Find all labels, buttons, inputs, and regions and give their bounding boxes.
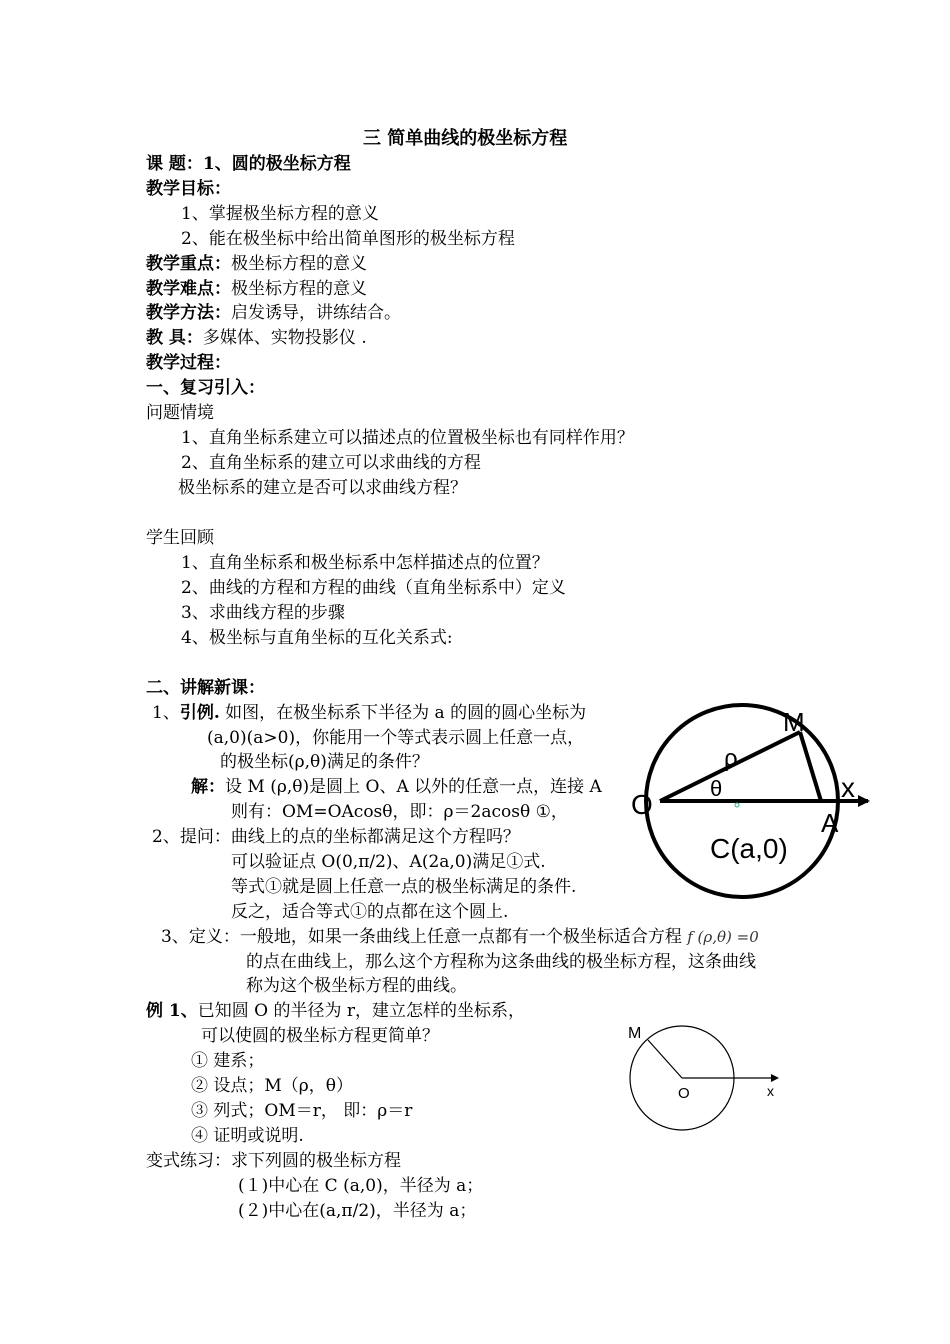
difficulty-value: 极坐标方程的意义 <box>231 279 367 299</box>
question2-line: 等式①就是圆上任意一点的极坐标满足的条件. <box>231 877 577 897</box>
definition-text: 的点在曲线上，那么这个方程称为这条曲线的极坐标方程，这条曲线 <box>246 952 756 972</box>
example1-text: 已知圆 O 的半径为 r，建立怎样的坐标系， <box>197 1001 526 1021</box>
section1-heading: 一、复习引入： <box>146 378 265 398</box>
axis-arrowhead <box>771 1074 779 1082</box>
example1-step: ① 建系； <box>191 1051 265 1071</box>
goal-item: 2、能在极坐标中给出简单图形的极坐标方程 <box>181 229 515 249</box>
question2-text: 2、提问：曲线上的点的坐标都满足这个方程吗？ <box>152 827 520 847</box>
radius-figure <box>624 1020 784 1135</box>
intro-num: 1、 <box>152 703 180 723</box>
intro-text: (a,0)(a>0)，你能用一个等式表示圆上任意一点， <box>207 728 585 748</box>
solution-label: 解： <box>191 777 225 797</box>
method-row <box>146 302 401 324</box>
label-o: O <box>631 789 653 820</box>
intro-text: 的极坐标(ρ,θ)满足的条件？ <box>220 752 429 772</box>
topic-label: 课 题： <box>146 154 203 174</box>
key-point-row <box>146 253 367 275</box>
label-rho: ρ <box>724 745 738 772</box>
example1-step: ④ 证明或说明. <box>191 1126 304 1146</box>
goals-label: 教学目标： <box>146 179 231 199</box>
variant-item: (２)中心在(a,π/2)，半径为 a； <box>238 1201 477 1221</box>
example1-label: 例 1、 <box>146 1001 198 1021</box>
variant-label: 变式练习：求下列圆的极坐标方程 <box>146 1151 401 1171</box>
page-title: 三 简单曲线的极坐标方程 <box>363 128 568 149</box>
circle-figure <box>628 698 873 938</box>
label-m: M <box>628 1025 642 1042</box>
example1-step: ③ 列式；OM＝r， 即：ρ＝r <box>191 1101 413 1121</box>
intro-line <box>152 702 586 724</box>
question-item: 极坐标系的建立是否可以求曲线方程？ <box>178 478 467 498</box>
example1-step: ② 设点；M（ρ，θ） <box>191 1076 354 1096</box>
process-label: 教学过程： <box>146 353 231 373</box>
center-point <box>735 803 739 807</box>
method-value: 启发诱导，讲练结合。 <box>231 303 401 323</box>
axis-arrowhead <box>858 795 870 807</box>
review-item: 3、求曲线方程的步骤 <box>181 603 345 623</box>
key-point-label: 教学重点： <box>146 254 231 274</box>
review-label: 学生回顾 <box>146 528 214 548</box>
label-theta: θ <box>710 776 723 801</box>
label-m: M <box>783 707 805 737</box>
intro-text: 如图，在极坐标系下半径为 a 的圆的圆心坐标为 <box>219 703 587 723</box>
label-o: O <box>678 1085 690 1102</box>
question-item: 1、直角坐标系建立可以描述点的位置极坐标也有同样作用？ <box>181 428 634 448</box>
topic-row <box>146 153 351 175</box>
question2-line: 反之，适合等式①的点都在这个圆上. <box>231 902 509 922</box>
tools-value: 多媒体、实物投影仪 . <box>202 328 367 348</box>
solution-line <box>191 776 602 798</box>
review-item: 4、极坐标与直角坐标的互化关系式: <box>181 628 453 648</box>
intro-label: 引例. <box>179 703 220 723</box>
section2-heading: 二、讲解新课： <box>146 678 265 698</box>
difficulty-label: 教学难点： <box>146 279 231 299</box>
label-c: C(a,0) <box>710 833 788 864</box>
scenario-label: 问题情境 <box>146 403 214 423</box>
variant-item: (１)中心在 C (a,0)，半径为 a； <box>238 1176 484 1196</box>
tools-label: 教 具： <box>146 328 203 348</box>
label-x: x <box>841 772 855 803</box>
label-a: A <box>821 808 839 838</box>
method-label: 教学方法： <box>146 303 231 323</box>
definition-formula: f (ρ,θ) =0 <box>687 928 759 946</box>
label-x: x <box>767 1083 774 1099</box>
radius-om <box>648 1040 682 1078</box>
question2-line: 可以验证点 O(0,π/2)、A(2a,0)满足①式. <box>231 852 546 872</box>
question-item: 2、直角坐标系的建立可以求曲线的方程 <box>181 453 481 473</box>
solution-text: 则有：OM=OAcosθ，即：ρ＝2acosθ ①， <box>231 802 568 822</box>
topic-value: 1、圆的极坐标方程 <box>202 154 351 174</box>
example1-text: 可以使圆的极坐标方程更简单？ <box>201 1026 439 1046</box>
tools-row <box>146 327 367 349</box>
definition-text: 称为这个极坐标方程的曲线。 <box>246 976 467 996</box>
solution-text: 设 M (ρ,θ)是圆上 O、A 以外的任意一点，连接 A <box>225 777 602 797</box>
review-item: 2、曲线的方程和方程的曲线（直角坐标系中）定义 <box>181 578 566 598</box>
definition-text: 3、定义：一般地，如果一条曲线上任意一点都有一个极坐标适合方程 <box>161 927 682 947</box>
goal-item: 1、掌握极坐标方程的意义 <box>181 204 379 224</box>
example1-line <box>146 1000 525 1022</box>
key-point-value: 极坐标方程的意义 <box>231 254 367 274</box>
difficulty-row <box>146 278 367 300</box>
review-item: 1、直角坐标系和极坐标系中怎样描述点的位置？ <box>181 553 549 573</box>
